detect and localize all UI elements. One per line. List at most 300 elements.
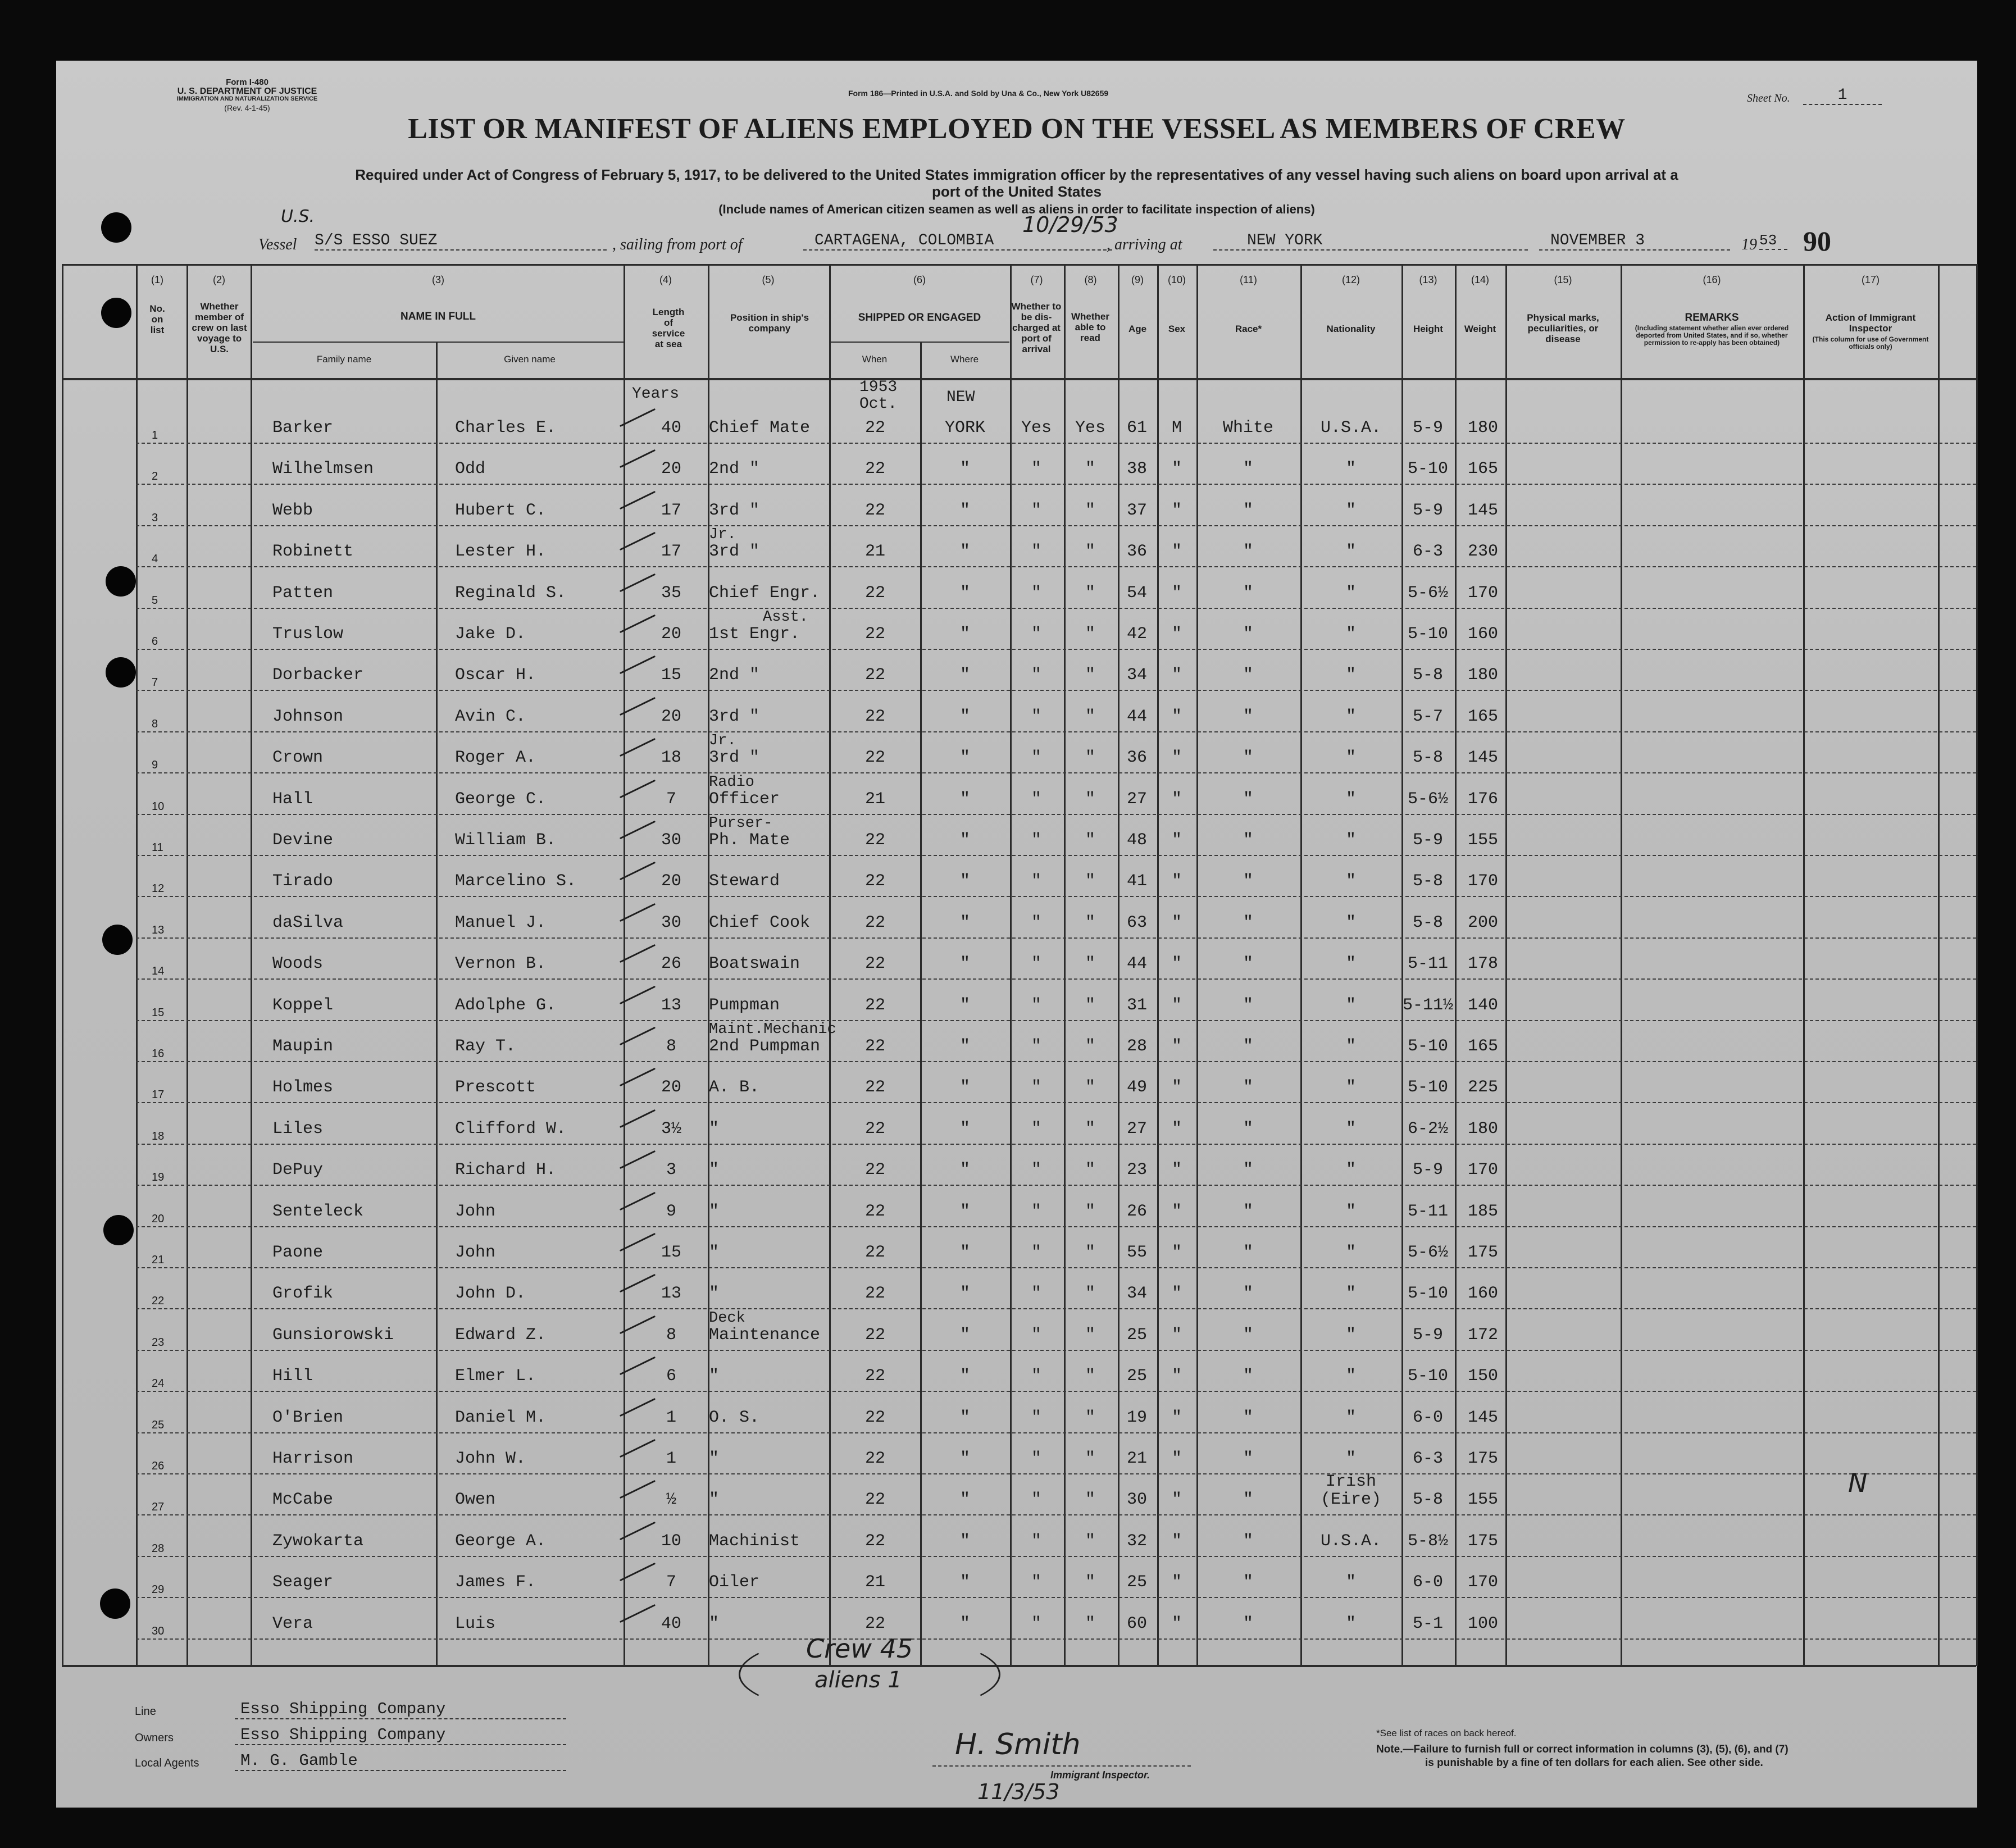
cell-w: 172 xyxy=(1467,1325,1498,1345)
cell-h: 5-10 xyxy=(1407,1037,1448,1056)
cell-race: " xyxy=(1243,1078,1253,1098)
cell-years: 18 xyxy=(661,748,681,768)
cell-when: 22 xyxy=(864,625,885,644)
cell-sex: " xyxy=(1171,1573,1182,1592)
cell-given: Luis xyxy=(455,1614,496,1633)
cell-w: 155 xyxy=(1467,831,1498,850)
cell-age: 60 xyxy=(1126,1614,1147,1633)
row-number: 7 xyxy=(152,676,158,689)
cell-years: 17 xyxy=(661,542,681,562)
cell-sex: " xyxy=(1171,625,1182,644)
cell-w: 165 xyxy=(1467,1037,1498,1056)
cell-nat: " xyxy=(1345,1243,1356,1262)
cell-years: 3½ xyxy=(661,1119,681,1139)
cell-h: 6-3 xyxy=(1412,542,1443,562)
cell-nat: " xyxy=(1345,625,1356,644)
cell-family: Koppel xyxy=(272,995,334,1015)
cell-read: " xyxy=(1085,913,1095,932)
cell-years: 3 xyxy=(666,1160,676,1180)
cell-race: " xyxy=(1243,1119,1253,1139)
cell-dis: " xyxy=(1031,913,1041,932)
row-separator xyxy=(136,566,1976,567)
row-separator xyxy=(136,1226,1976,1227)
cell-sex: " xyxy=(1171,1119,1182,1139)
cell-h: 5-8½ xyxy=(1407,1531,1448,1551)
cell-h: 6-2½ xyxy=(1407,1119,1448,1139)
cell-h: 5-11 xyxy=(1407,954,1448,974)
cell-w: 150 xyxy=(1467,1367,1498,1386)
punch-hole xyxy=(106,657,136,688)
cell-family: Robinett xyxy=(272,542,354,562)
cell-dis: " xyxy=(1031,707,1041,726)
cell-given: Lester H. xyxy=(455,542,547,562)
cell-age: 32 xyxy=(1126,1531,1147,1551)
cell-w: 160 xyxy=(1467,1284,1498,1304)
cell-when: 22 xyxy=(864,954,885,974)
cell-age: 25 xyxy=(1126,1367,1147,1386)
cell-w: 175 xyxy=(1467,1449,1498,1468)
cell-where: " xyxy=(959,748,970,768)
cell-family: Hill xyxy=(272,1367,313,1386)
inspector-date: 11/3/53 xyxy=(977,1779,1060,1804)
cell-pos: " xyxy=(709,1367,720,1386)
cell-read: " xyxy=(1085,1119,1095,1139)
row-separator xyxy=(136,937,1976,939)
cell-when: 22 xyxy=(864,913,885,932)
cell-race: " xyxy=(1243,1284,1253,1304)
cell-h: 5-10 xyxy=(1407,1284,1448,1304)
cell-sex: " xyxy=(1171,500,1182,520)
cell-w: 200 xyxy=(1467,913,1498,932)
cell-when: 22 xyxy=(864,1119,885,1139)
cell-age: 25 xyxy=(1126,1325,1147,1345)
cell-sex: " xyxy=(1171,913,1182,932)
cell-age: 38 xyxy=(1126,459,1147,479)
cell-read: " xyxy=(1085,1573,1095,1592)
cell-years: 8 xyxy=(666,1037,676,1056)
cell-w: 180 xyxy=(1467,666,1498,685)
cell-read: " xyxy=(1085,500,1095,520)
cell-when: 22 xyxy=(864,707,885,726)
row-separator xyxy=(136,525,1976,526)
cell-h: 6-0 xyxy=(1412,1408,1443,1427)
row-number: 11 xyxy=(152,841,163,854)
row-number: 28 xyxy=(152,1542,165,1555)
cell-read: Yes xyxy=(1075,418,1105,438)
row-number: 8 xyxy=(152,717,158,730)
row-separator xyxy=(136,896,1976,897)
cell-sex: " xyxy=(1171,666,1182,685)
sailing-label: , sailing from port of xyxy=(612,236,743,253)
cell-h: 5-8 xyxy=(1412,1490,1443,1510)
cell-when: 21 xyxy=(864,789,885,809)
year-prefix: 19 xyxy=(1741,236,1757,253)
cell-h: 5-8 xyxy=(1412,666,1443,685)
cell-race: " xyxy=(1243,831,1253,850)
cell-years: 13 xyxy=(661,995,681,1015)
header-action: Action of Immigrant Inspector xyxy=(1825,312,1916,334)
cell-race: " xyxy=(1243,1531,1253,1551)
cell-dis: " xyxy=(1031,1490,1041,1510)
arriving-label: , arriving at xyxy=(1107,236,1182,253)
cell-years: 8 xyxy=(666,1325,676,1345)
row-number: 29 xyxy=(152,1583,165,1596)
cell-sex: " xyxy=(1171,1284,1182,1304)
cell-read: " xyxy=(1085,1449,1095,1468)
cell-h: 6-0 xyxy=(1412,1573,1443,1592)
aliens-count-note: aliens 1 xyxy=(814,1667,902,1693)
cell-given: Owen xyxy=(455,1490,496,1510)
cell-race: " xyxy=(1243,459,1253,479)
cell-dis: " xyxy=(1031,1573,1041,1592)
cell-pos: " xyxy=(709,1201,720,1221)
cell-dis: " xyxy=(1031,583,1041,603)
cell-h: 5-6½ xyxy=(1407,583,1448,603)
cell-sex: " xyxy=(1171,1614,1182,1633)
cell-h: 5-9 xyxy=(1412,500,1443,520)
cell-race: " xyxy=(1243,954,1253,974)
cell-where: " xyxy=(959,583,970,603)
header-discharged: Whether to be dis-charged at port of arrival xyxy=(1011,301,1062,354)
subtitle-line-1: Required under Act of Congress of February 5, 1917, to be delivered to the United States immigration officer by the representatives of any vessel having such aliens on board upon arrival at a xyxy=(355,166,1678,183)
cell-age: 30 xyxy=(1126,1490,1147,1510)
cell-years: ½ xyxy=(666,1490,676,1510)
cell-when: 22 xyxy=(864,1243,885,1262)
cell-dis: " xyxy=(1031,1325,1041,1345)
cell-family: Gunsiorowski xyxy=(272,1325,394,1345)
cell-when: 22 xyxy=(864,666,885,685)
punch-hole xyxy=(101,212,131,243)
cell-nat: " xyxy=(1345,1078,1356,1098)
row-number: 1 xyxy=(152,429,158,441)
cell-sex: " xyxy=(1171,1449,1182,1468)
cell-sex: " xyxy=(1171,954,1182,974)
header-age: Age xyxy=(1128,324,1147,334)
cell-read: " xyxy=(1085,1078,1095,1098)
cell-years: 13 xyxy=(661,1284,681,1304)
cell-family: McCabe xyxy=(272,1490,334,1510)
header-action-sub: (This column for use of Government officials only) xyxy=(1812,335,1929,351)
cell-sex: " xyxy=(1171,1160,1182,1180)
cell-w: 170 xyxy=(1467,1160,1498,1180)
cell-dis: " xyxy=(1031,748,1041,768)
cell-h: 5-10 xyxy=(1407,459,1448,479)
cell-when: 22 xyxy=(864,583,885,603)
cell-nat: " xyxy=(1345,1325,1356,1345)
cell-when: 22 xyxy=(864,1201,885,1221)
cell-age: 63 xyxy=(1126,913,1147,932)
cell-age: 49 xyxy=(1126,1078,1147,1098)
cell-h: 6-3 xyxy=(1412,1449,1443,1468)
cell-age: 42 xyxy=(1126,625,1147,644)
cell-nat: " xyxy=(1345,1284,1356,1304)
column-divider xyxy=(186,264,188,1666)
cell-family: Patten xyxy=(272,583,334,603)
cell-pos: A. B. xyxy=(709,1078,760,1098)
cell-where: " xyxy=(959,1367,970,1386)
cell-w: 145 xyxy=(1467,500,1498,520)
cell-race: " xyxy=(1243,1449,1253,1468)
cell-age: 34 xyxy=(1126,1284,1147,1304)
cell-read: " xyxy=(1085,789,1095,809)
cell-race: " xyxy=(1243,1573,1253,1592)
cell-nat-upper: Irish xyxy=(1325,1472,1376,1492)
cell-where: " xyxy=(959,1490,970,1510)
cell-family: Vera xyxy=(272,1614,313,1633)
cell-years: 30 xyxy=(661,913,681,932)
cell-nat: " xyxy=(1345,1449,1356,1468)
table-bottom-border xyxy=(62,1665,1976,1667)
cell-w: 165 xyxy=(1467,707,1498,726)
cell-dis: " xyxy=(1031,1408,1041,1427)
cell-given: Hubert C. xyxy=(455,500,547,520)
cell-pos: Chief Engr. xyxy=(709,583,821,603)
cell-read: " xyxy=(1085,1367,1095,1386)
form-number: Form I-480 xyxy=(226,78,269,87)
cell-where: " xyxy=(959,542,970,562)
cell-when: 22 xyxy=(864,1531,885,1551)
cell-dis: " xyxy=(1031,1201,1041,1221)
header-position: Position in ship's company xyxy=(730,312,809,334)
manifest-sheet xyxy=(56,61,1977,1808)
cell-given: George C. xyxy=(455,789,547,809)
cell-family: Seager xyxy=(272,1573,334,1592)
cell-race: " xyxy=(1243,1490,1253,1510)
cell-dis: " xyxy=(1031,954,1041,974)
cell-pos: O. S. xyxy=(709,1408,760,1427)
cell-family: Truslow xyxy=(272,625,344,644)
cell-family: Holmes xyxy=(272,1078,334,1098)
cell-family: Tirado xyxy=(272,872,334,891)
vessel-prefix-handwritten: U.S. xyxy=(281,207,315,226)
row-number: 12 xyxy=(152,882,165,895)
cell-nat: " xyxy=(1345,954,1356,974)
cell-w: 145 xyxy=(1467,1408,1498,1427)
cell-race: " xyxy=(1243,666,1253,685)
row-separator xyxy=(136,443,1976,444)
cell-family: Barker xyxy=(272,418,334,438)
cell-w: 160 xyxy=(1467,625,1498,644)
cell-age: 27 xyxy=(1126,789,1147,809)
cell-years: 7 xyxy=(666,1573,676,1592)
cell-w: 100 xyxy=(1467,1614,1498,1633)
handwritten-mark: 90 xyxy=(1803,225,1831,257)
cell-race: " xyxy=(1243,1160,1253,1180)
cell-nat: " xyxy=(1345,666,1356,685)
arrival-date: NOVEMBER 3 xyxy=(1539,232,1730,251)
cell-dis: " xyxy=(1031,1160,1041,1180)
cell-pos: Boatswain xyxy=(709,954,800,974)
column-divider xyxy=(1938,264,1940,1666)
col-num-14: (14) xyxy=(1471,274,1489,285)
cell-dis: " xyxy=(1031,542,1041,562)
cell-where: " xyxy=(959,1573,970,1592)
cell-given: James F. xyxy=(455,1573,536,1592)
row-separator xyxy=(136,1514,1976,1515)
cell-years: 15 xyxy=(661,666,681,685)
cell-when: 22 xyxy=(864,831,885,850)
cell-where: " xyxy=(959,1614,970,1633)
row-number: 25 xyxy=(152,1418,165,1431)
cell-nat: " xyxy=(1345,1614,1356,1633)
cell-age: 61 xyxy=(1126,418,1147,438)
row-number: 18 xyxy=(152,1130,165,1143)
inspector-label: Immigrant Inspector. xyxy=(1050,1769,1150,1781)
row-separator xyxy=(136,814,1976,815)
cell-pos: Maintenance xyxy=(709,1325,821,1345)
row-separator xyxy=(136,1185,1976,1186)
punch-hole xyxy=(106,566,136,597)
cell-nat: " xyxy=(1345,459,1356,479)
cell-sex: " xyxy=(1171,831,1182,850)
cell-nat: U.S.A. xyxy=(1320,418,1382,438)
cell-pos: " xyxy=(709,1490,720,1510)
cell-age: 54 xyxy=(1126,583,1147,603)
row-separator xyxy=(136,1597,1976,1598)
header-race: Race* xyxy=(1235,324,1262,334)
cell-w: 178 xyxy=(1467,954,1498,974)
crew-count-note: Crew 45 xyxy=(806,1633,913,1664)
cell-years: 26 xyxy=(661,954,681,974)
row-separator xyxy=(136,1432,1976,1433)
cell-race: " xyxy=(1243,995,1253,1015)
col-num-5: (5) xyxy=(762,274,775,285)
cell-when: 21 xyxy=(864,1573,885,1592)
page-title: LIST OR MANIFEST OF ALIENS EMPLOYED ON THE VESSEL AS MEMBERS OF CREW xyxy=(408,113,1626,145)
col-num-15: (15) xyxy=(1554,274,1572,285)
footer-line-value: Esso Shipping Company xyxy=(235,1700,566,1719)
cell-family: Paone xyxy=(272,1243,324,1262)
row-number: 26 xyxy=(152,1460,165,1472)
cell-read: " xyxy=(1085,831,1095,850)
cell-race: " xyxy=(1243,1243,1253,1262)
cell-nat: " xyxy=(1345,1573,1356,1592)
cell-nat: " xyxy=(1345,995,1356,1015)
cell-sex: " xyxy=(1171,872,1182,891)
cell-age: 31 xyxy=(1126,995,1147,1015)
cell-nat: " xyxy=(1345,872,1356,891)
cell-h: 5-10 xyxy=(1407,1078,1448,1098)
cell-read: " xyxy=(1085,1490,1095,1510)
cell-sex: " xyxy=(1171,1408,1182,1427)
cell-nat: (Eire) xyxy=(1320,1490,1382,1510)
col-num-17: (17) xyxy=(1861,274,1880,285)
cell-given: Avin C. xyxy=(455,707,526,726)
cell-age: 26 xyxy=(1126,1201,1147,1221)
cell-sex: " xyxy=(1171,1367,1182,1386)
printer-line: Form 186—Printed in U.S.A. and Sold by Una & Co., New York U82659 xyxy=(848,89,1109,98)
cell-where: " xyxy=(959,1201,970,1221)
cell-h: 5-10 xyxy=(1407,1367,1448,1386)
cell-read: " xyxy=(1085,666,1095,685)
where-new: NEW xyxy=(946,389,975,406)
cell-h: 5-6½ xyxy=(1407,789,1448,809)
cell-dis: " xyxy=(1031,789,1041,809)
row-separator xyxy=(136,1556,1976,1557)
row-number: 27 xyxy=(152,1501,165,1514)
cell-w: 176 xyxy=(1467,789,1498,809)
cell-pos-upper: Radio xyxy=(709,773,755,791)
row-number: 3 xyxy=(152,511,158,524)
column-divider xyxy=(1621,264,1622,1666)
col-num-12: (12) xyxy=(1341,274,1360,285)
vessel-label: Vessel xyxy=(258,236,297,253)
row-number: 5 xyxy=(152,594,158,607)
cell-family: Wilhelmsen xyxy=(272,459,374,479)
header-nationality: Nationality xyxy=(1326,324,1376,334)
cell-given: Oscar H. xyxy=(455,666,536,685)
cell-where: " xyxy=(959,1325,970,1345)
action-handwritten-mark: N xyxy=(1848,1468,1868,1498)
cell-given: William B. xyxy=(455,831,557,850)
row-number: 16 xyxy=(152,1048,165,1060)
cell-nat: " xyxy=(1345,789,1356,809)
cell-race: " xyxy=(1243,1408,1253,1427)
cell-pos-upper: Purser- xyxy=(709,815,773,832)
column-divider xyxy=(1976,264,1978,1666)
cell-nat: U.S.A. xyxy=(1320,1531,1382,1551)
note-line-1: Note.—Failure to furnish full or correct information in columns (3), (5), (6), and (7) xyxy=(1376,1744,1789,1755)
row-number: 19 xyxy=(152,1171,165,1184)
cell-h: 5-10 xyxy=(1407,625,1448,644)
cell-where: " xyxy=(959,1284,970,1304)
row-separator xyxy=(136,484,1976,485)
cell-sex: " xyxy=(1171,1037,1182,1056)
cell-when: 22 xyxy=(864,500,885,520)
cell-w: 140 xyxy=(1467,995,1498,1015)
cell-read: " xyxy=(1085,1160,1095,1180)
cell-pos: " xyxy=(709,1160,720,1180)
cell-age: 36 xyxy=(1126,748,1147,768)
cell-pos: 2nd " xyxy=(709,459,760,479)
cell-race: " xyxy=(1243,1325,1253,1345)
cell-pos-upper: Jr. xyxy=(709,526,736,544)
cell-when: 22 xyxy=(864,1490,885,1510)
row-number: 4 xyxy=(152,553,158,566)
cell-given: Daniel M. xyxy=(455,1408,547,1427)
row-number: 22 xyxy=(152,1295,165,1308)
cell-w: 225 xyxy=(1467,1078,1498,1098)
cell-h: 5-11 xyxy=(1407,1201,1448,1221)
col-num-3: (3) xyxy=(432,274,444,285)
cell-race: " xyxy=(1243,625,1253,644)
cell-given: Ray T. xyxy=(455,1037,516,1056)
cell-sex: " xyxy=(1171,1243,1182,1262)
cell-years: 9 xyxy=(666,1201,676,1221)
cell-race: " xyxy=(1243,583,1253,603)
cell-given: Roger A. xyxy=(455,748,536,768)
cell-nat: " xyxy=(1345,707,1356,726)
cell-where: " xyxy=(959,913,970,932)
cell-h: 5-7 xyxy=(1412,707,1443,726)
cell-nat: " xyxy=(1345,500,1356,520)
row-number: 17 xyxy=(152,1089,165,1101)
cell-where: " xyxy=(959,625,970,644)
cell-family: O'Brien xyxy=(272,1408,344,1427)
cell-dis: " xyxy=(1031,625,1041,644)
row-separator xyxy=(136,1061,1976,1062)
cell-pos: 3rd " xyxy=(709,500,760,520)
punch-hole xyxy=(101,298,131,328)
row-separator xyxy=(136,1473,1976,1474)
cell-when: 22 xyxy=(864,1078,885,1098)
footer-owners-value: Esso Shipping Company xyxy=(235,1726,566,1745)
cell-years: 20 xyxy=(661,707,681,726)
row-separator xyxy=(136,1144,1976,1145)
cell-nat: " xyxy=(1345,1408,1356,1427)
cell-h: 5-8 xyxy=(1412,872,1443,891)
row-number: 14 xyxy=(152,965,165,978)
